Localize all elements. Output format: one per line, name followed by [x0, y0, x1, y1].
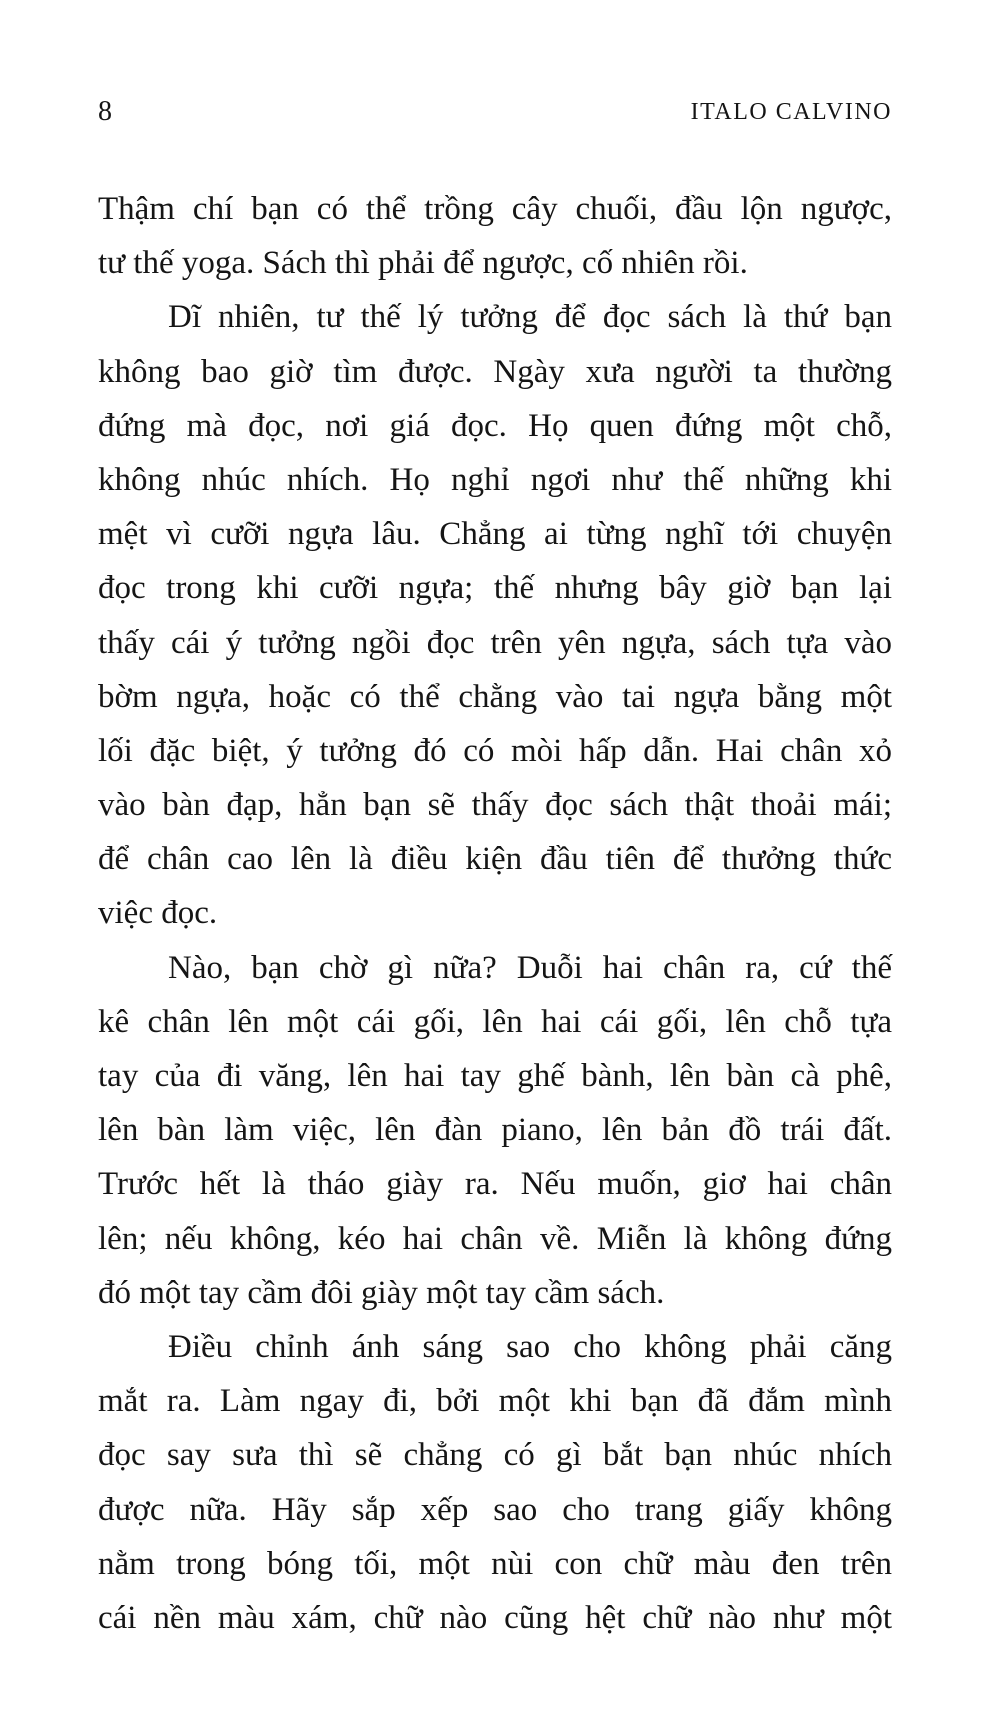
text-line: Dĩ nhiên, tư thế lý tưởng để đọc sách là thứ bạn — [168, 299, 892, 336]
running-title: ITALO CALVINO — [690, 99, 892, 125]
text-line: Thậm chí bạn có thể trồng cây chuối, đầu lộn ngược, — [98, 191, 892, 227]
text-line: để chân cao lên là điều kiện đầu tiên để thưởng thức — [98, 841, 892, 878]
page-number: 8 — [98, 96, 112, 127]
text-line: kê chân lên một cái gối, lên hai cái gối, lên chỗ tựa — [98, 1003, 892, 1040]
text-line: bờm ngựa, hoặc có thể chằng vào tai ngựa bằng một — [98, 678, 892, 715]
text-line: tay của đi văng, lên hai tay ghế bành, lên bàn cà phê, — [98, 1058, 892, 1094]
text-line: không bao giờ tìm được. Ngày xưa người ta thường — [98, 353, 892, 390]
text-line: mắt ra. Làm ngay đi, bởi một khi bạn đã đắm mình — [98, 1383, 892, 1420]
text-line: tư thế yoga. Sách thì phải để ngược, cố nhiên rồi. — [98, 245, 748, 282]
text-line: thấy cái ý tưởng ngồi đọc trên yên ngựa, sách tựa vào — [98, 624, 892, 661]
text-line: cái nền màu xám, chữ nào cũng hệt chữ nào như một — [98, 1599, 892, 1636]
text-line: lên bàn làm việc, lên đàn piano, lên bản đồ trái đất. — [98, 1112, 892, 1149]
text-line: Nào, bạn chờ gì nữa? Duỗi hai chân ra, cứ thế — [168, 949, 892, 986]
text-line: Trước hết là tháo giày ra. Nếu muốn, giơ hai chân — [98, 1166, 892, 1203]
text-line: được nữa. Hãy sắp xếp sao cho trang giấy không — [98, 1491, 892, 1528]
body-text — [98, 182, 892, 1645]
text-line: lên; nếu không, kéo hai chân về. Miễn là không đứng — [98, 1220, 892, 1257]
text-line: không nhúc nhích. Họ nghỉ ngơi như thế những khi — [98, 461, 892, 498]
text-line: đọc trong khi cưỡi ngựa; thế nhưng bây giờ bạn lại — [98, 570, 892, 607]
text-line: đó một tay cầm đôi giày một tay cầm sách. — [98, 1274, 665, 1311]
text-line: vào bàn đạp, hẳn bạn sẽ thấy đọc sách thật thoải mái; — [98, 787, 892, 824]
text-line: đứng mà đọc, nơi giá đọc. Họ quen đứng một chỗ, — [98, 407, 892, 444]
text-line: lối đặc biệt, ý tưởng đó có mòi hấp dẫn. Hai chân xỏ — [98, 732, 892, 769]
text-line: mệt vì cưỡi ngựa lâu. Chẳng ai từng nghĩ tới chuyện — [98, 516, 892, 553]
text-line: Điều chỉnh ánh sáng sao cho không phải căng — [168, 1328, 892, 1365]
text-line: đọc say sưa thì sẽ chẳng có gì bắt bạn nhúc nhích — [98, 1437, 892, 1474]
text-line: việc đọc. — [98, 895, 218, 932]
text-line: nằm trong bóng tối, một nùi con chữ màu đen trên — [98, 1545, 892, 1582]
running-header — [98, 92, 892, 132]
